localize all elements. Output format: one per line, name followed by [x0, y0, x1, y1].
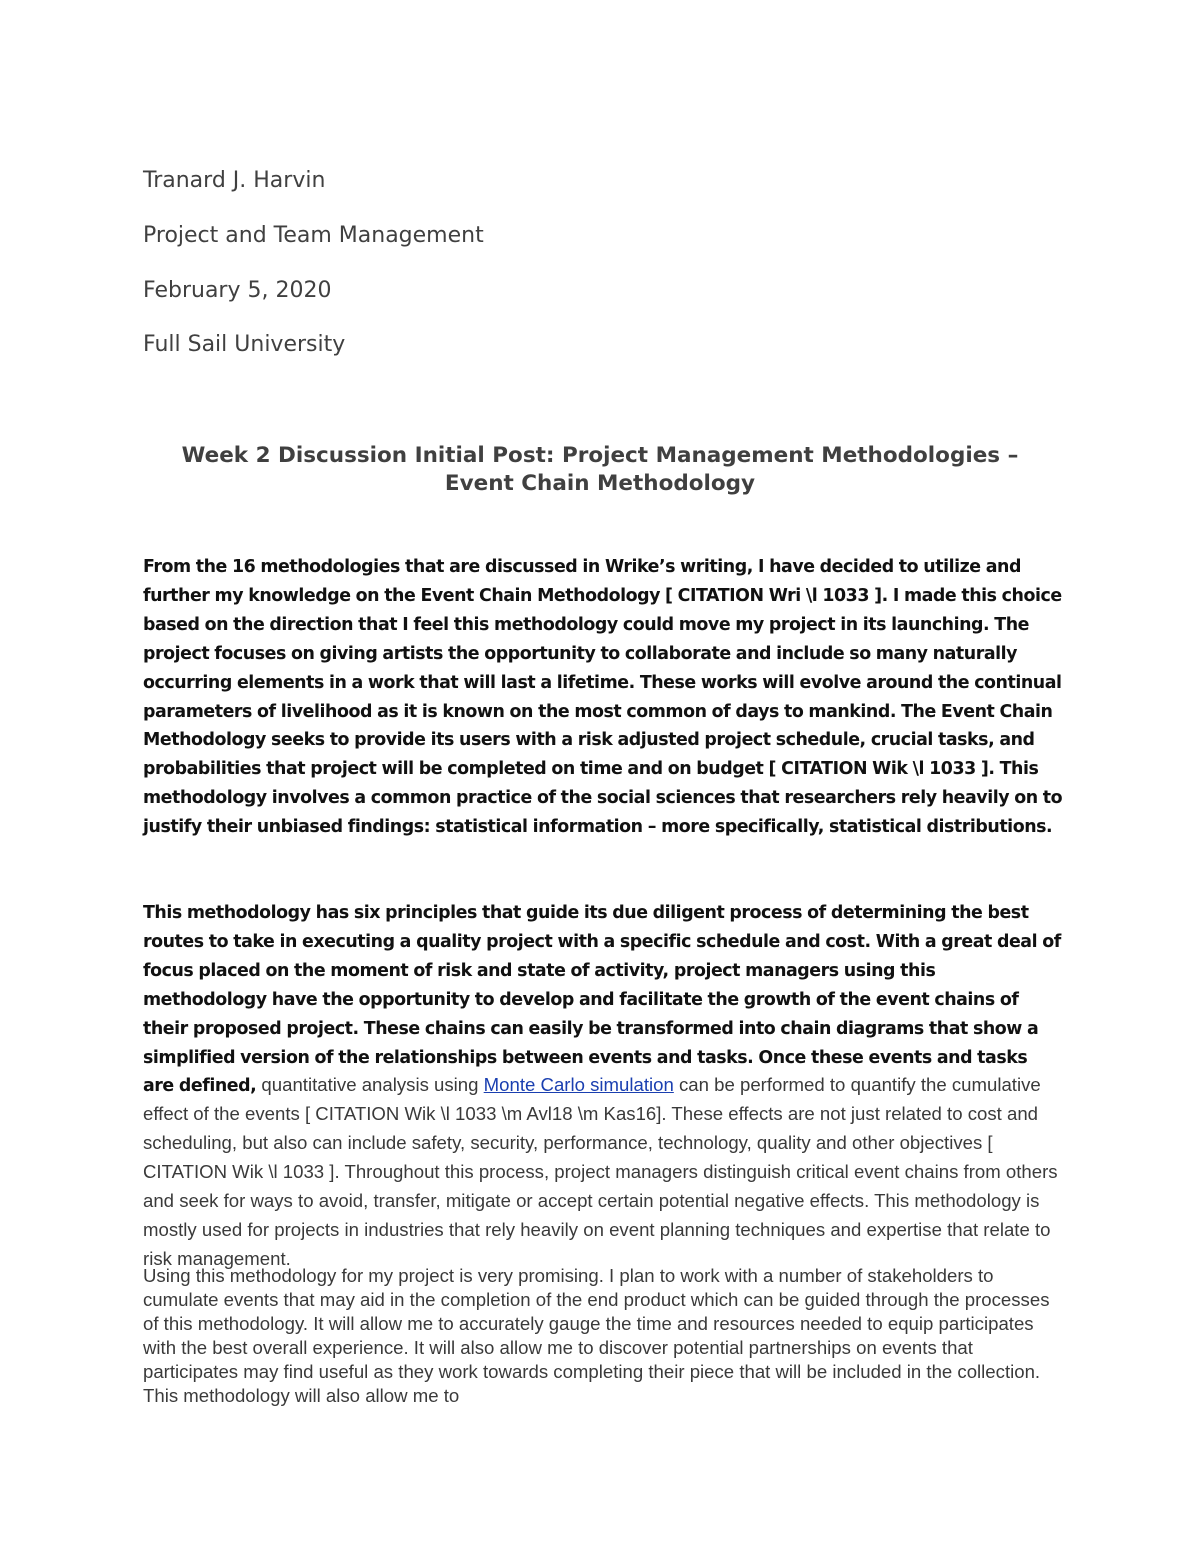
body-paragraph-1: From the 16 methodologies that are discussed in Wrike’s writing, I have decided to utilize and further my knowledge on the Event Chain Methodology [ CITATION Wri \l 1033 ]. I made this choice based on the direction that I feel this methodology could move my project in its launching. The project focuses on giving artists the opportunity to collaborate and include so many naturally occurring elements in a work that will last a lifetime. These works will evolve around the continual parameters of livelihood as it is known on the most common of days to mankind. The Event Chain Methodology seeks to provide its users with a risk adjusted project schedule, crucial tasks, and probabilities that project will be completed on time and on budget [ CITATION Wik \l 1033 ]. This methodology involves a common practice of the social sciences that researchers rely heavily on to justify their unbiased findings: statistical information – more specifically, statistical distributions. — [143, 557, 1063, 838]
course-name: Project and Team Management — [143, 223, 484, 248]
paragraph-2-bold-text: This methodology has six principles that guide its due diligent process of determining the best routes to take in executing a quality project with a specific schedule and cost. With a great deal of focus placed on the moment of risk and state of activity, project managers using this methodology have the opportunity to develop and facilitate the growth of the event chains of their proposed project. These chains can easily be transformed into chain diagrams that show a simplified version of the relationships between events and tasks. Once these events and tasks are defined, — [143, 903, 1061, 1097]
paragraph-2-text-after-link: can be performed to quantify the cumulative effect of the events [ CITATION Wik \l 1033 \m Avl18 \m Kas16]. These effects are not just related to cost and scheduling, but also can include safety, security, performance, technology, quality and other objectives [ CITATION Wik \l 1033 ]. Throughout this process, project managers distinguish critical event chains from others and seek for ways to avoid, transfer, mitigate or accept certain potential negative effects. This methodology is mostly used for projects in industries that rely heavily on event planning techniques and expertise that relate to risk management. — [143, 1074, 1058, 1269]
title-line-2: Event Chain Methodology — [444, 471, 756, 496]
monte-carlo-link[interactable]: Monte Carlo simulation — [483, 1074, 674, 1096]
author-name: Tranard J. Harvin — [143, 168, 326, 193]
paragraph-2-text-before-link: quantitative analysis using — [256, 1074, 484, 1096]
body-paragraph-2 — [143, 899, 1063, 1275]
school-name: Full Sail University — [143, 332, 346, 357]
body-paragraph-3: Using this methodology for my project is very promising. I plan to work with a number of stakeholders to cumulate events that may aid in the completion of the end product which can be guided through the processes of this methodology. It will allow me to accurately gauge the time and resources needed to equip participates with the best overall experience. It will also allow me to discover potential partnerships on events that participates may find useful as they work towards completing their piece that will be included in the collection. This methodology will also allow me to — [143, 1265, 1050, 1406]
document-date: February 5, 2020 — [143, 278, 332, 303]
document-title — [120, 442, 1080, 498]
title-line-1: Week 2 Discussion Initial Post: Project Management Methodologies – — [181, 443, 1019, 468]
